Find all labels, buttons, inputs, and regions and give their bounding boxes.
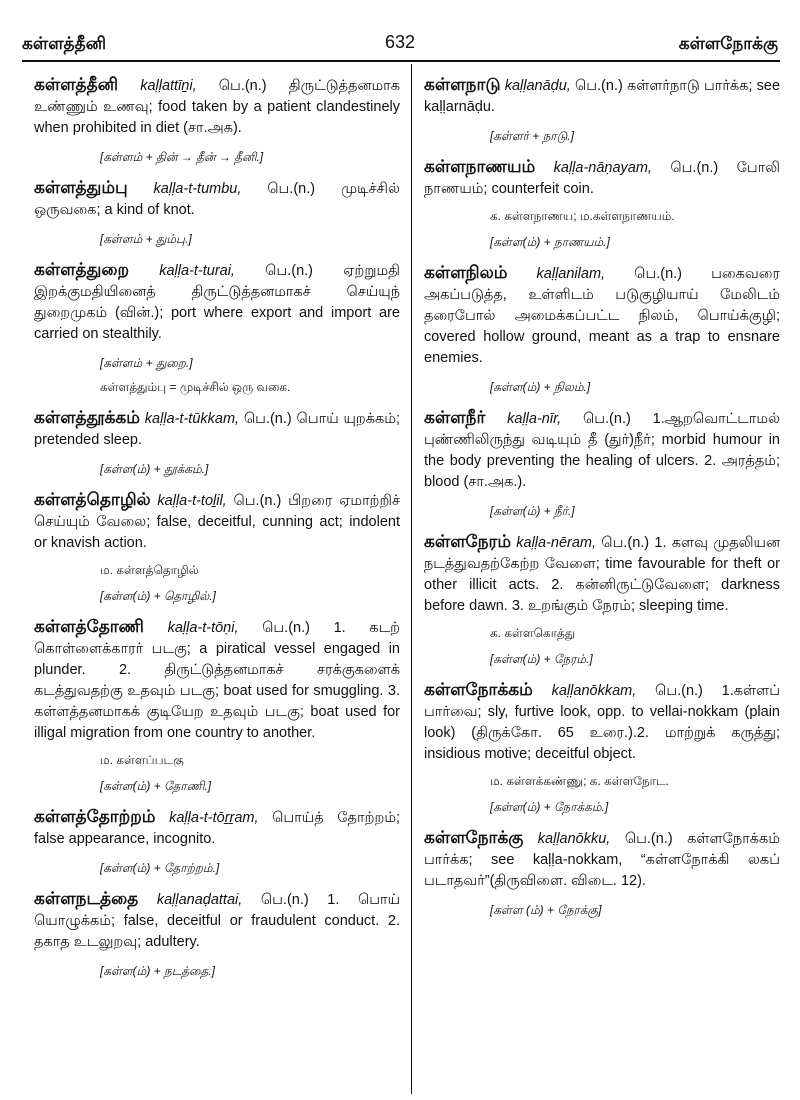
entry-grammar: பெ.(n.) [670, 160, 719, 176]
entry-definition: கள்ளநோக்கம் பார்க்க; see kaḷḷa-nokkam, “கள்ளநோக்கி லகப் படாதவர்”(திருவிளை. விடை. 12). [424, 831, 780, 889]
page-number: 632 [384, 32, 416, 52]
entry-definition: ஏற்றுமதி இறக்குமதியினைத் திருட்டுத்தனமாகச் செய்யுந் துறைமுகம் (வின்.); port where export and import are carried on stealthily. [34, 263, 401, 342]
entry-headword: கள்ளத்தோணி [34, 617, 144, 636]
entry-etymology: [கள்ள(ம்) + தோற்றம்.] [100, 861, 220, 875]
entry-cognates: ம. கள்ளக்கண்ணு; க. கள்ளநோட. [490, 774, 669, 788]
dictionary-entry [34, 888, 400, 979]
entry-headword: கள்ளநீர் [424, 408, 486, 427]
entry-definition: பொய்த் தோற்றம்; false appearance, incognito. [34, 810, 401, 847]
dictionary-entry [424, 262, 780, 395]
entry-body [34, 616, 400, 744]
entry-body [34, 888, 400, 953]
entry-etymology: [கள்ள(ம்) + நடத்தை.] [100, 964, 215, 978]
entry-grammar: பெ.(n.) [218, 78, 267, 94]
entry-body [424, 407, 780, 493]
entry-transliteration: kaḷḷa-nēram, [516, 535, 597, 551]
dictionary-entry [34, 74, 400, 165]
entry-transliteration: kaḷḷanaḍattai, [156, 892, 243, 908]
entry-headword: கள்ளத்தூக்கம் [34, 408, 140, 427]
entry-cognates: க. கள்ளநாணய; ம.கள்ளநாணயம். [490, 209, 675, 223]
column-divider [411, 64, 412, 1094]
entry-body [424, 531, 780, 617]
entry-body [34, 177, 400, 221]
entry-transliteration: kaḷḷa-nīr, [507, 411, 562, 427]
entry-transliteration: kaḷḷattīṉi, [140, 78, 197, 94]
dictionary-entry [34, 489, 400, 604]
header-left-guideword: கள்ளத்தீனி [22, 34, 107, 53]
entry-definition: போலி நாணயம்; counterfeit coin. [424, 160, 781, 197]
entry-body [424, 827, 780, 892]
entry-transliteration: kaḷḷa-t-tumbu, [153, 181, 242, 197]
entry-definition: 1. கடற் கொள்ளைக்காரர் படகு; a piratical vessel engaged in plunder. 2. திருட்டுத்தனமாகச் சரக்குகளைக் கடத்துவதற்கு உதவும் படகு; boat used for smuggling. 3. கள்ளத்தனமாகக் குடியேற உதவும் படகு; boat used for illigal migration from one country to another. [34, 620, 400, 741]
entry-etymology: [கள்ள(ம்) + தோணி.] [100, 779, 212, 793]
entry-cognates: ம. கள்ளத்தொழில் [100, 563, 199, 577]
dictionary-entry [34, 806, 400, 876]
entry-definition: திருட்டுத்தனமாக உண்ணும் உணவு; food taken by a patient clandestinely when prohibited in diet (சா.அக). [34, 78, 401, 136]
entry-headword: கள்ளத்துறை [34, 260, 130, 279]
dictionary-entry [34, 407, 400, 477]
entry-transliteration: kaḷḷa-t-turai, [159, 263, 235, 279]
entry-definition: கள்ளர்நாடு பார்க்க; see kaḷḷarnāḍu. [424, 78, 781, 115]
entry-etymology: [கள்ளம் + தின் → தீன் → தீனி.] [100, 150, 264, 164]
entry-body [424, 74, 780, 118]
entry-grammar: பெ.(n.) [260, 892, 309, 908]
dictionary-entry [424, 156, 780, 250]
header-right-guideword: கள்ளநோக்கு [678, 34, 778, 53]
entry-etymology: [கள்ள (ம்) + நோக்கு] [490, 903, 602, 917]
entry-etymology: [கள்ள(ம்) + நீர்.] [490, 504, 575, 518]
entry-transliteration: kaḷḷanilam, [536, 266, 606, 282]
entry-definition: 1. களவு முதலியன நடத்துவதற்கேற்ற வேளை; time favourable for theft or other illicit acts. 2. கன்னிருட்டுவேளை; darkness before dawn. 3. உறங்கும் நேரம்; sleeping time. [424, 535, 781, 614]
entry-note: கள்ளத்தும்பு = முடிச்சில் ஒரு வகை. [100, 380, 291, 394]
entry-transliteration: kaḷḷa-t-tūkkam, [144, 411, 240, 427]
dictionary-entry [424, 407, 780, 519]
entry-body [424, 679, 780, 765]
entry-cognates: ம. கள்ளப்படகு [100, 753, 184, 767]
entry-grammar: பெ.(n.) [262, 620, 310, 636]
entry-definition: பிறரை ஏமாற்றிச் செய்யும் வேலை; false, deceitful, cunning act; indolent or knavish action. [34, 493, 401, 551]
entry-grammar: பெ.(n.) [634, 266, 683, 282]
entry-headword: கள்ளநிலம் [424, 263, 508, 282]
entry-headword: கள்ளத்தும்பு [34, 178, 128, 197]
entry-grammar: பெ.(n.) [233, 493, 282, 509]
dictionary-entry [424, 679, 780, 815]
dictionary-entry [34, 259, 400, 395]
entry-headword: கள்ளநேரம் [424, 532, 511, 551]
entry-definition: பொய் யுறக்கம்; pretended sleep. [34, 411, 400, 448]
page-header [0, 0, 800, 64]
entry-headword: கள்ளநோக்கு [424, 828, 524, 847]
entry-headword: கள்ளத்தொழில் [34, 490, 151, 509]
entry-definition: முடிச்சில் ஒருவகை; a kind of knot. [34, 181, 400, 218]
entry-grammar: பெ.(n.) [243, 411, 292, 427]
entry-grammar: பெ.(n.) [265, 263, 314, 279]
entry-transliteration: kaḷḷa-nāṇayam, [553, 160, 652, 176]
entry-grammar: பெ.(n.) [655, 683, 703, 699]
dictionary-entry [424, 74, 780, 144]
left-column [34, 74, 400, 991]
entry-body [34, 407, 400, 451]
entry-headword: கள்ளநாடு [424, 75, 501, 94]
entry-headword: கள்ளநோக்கம் [424, 680, 533, 699]
right-column [424, 74, 780, 930]
entry-transliteration: kaḷḷa-t-toḻil, [157, 493, 227, 509]
dictionary-entry [34, 177, 400, 247]
entry-grammar: பெ.(n.) [574, 78, 623, 94]
entry-etymology: [கள்ளர் + நாடு.] [490, 129, 574, 143]
entry-transliteration: kaḷḷanōkku, [537, 831, 611, 847]
dictionary-entry [424, 827, 780, 918]
entry-body [424, 156, 780, 200]
entry-transliteration: kaḷḷanāḍu, [504, 78, 571, 94]
entry-headword: கள்ளத்தீனி [34, 75, 119, 94]
entry-body [34, 259, 400, 345]
entry-transliteration: kaḷḷanōkkam, [551, 683, 637, 699]
entry-etymology: [கள்ளம் + தும்பு.] [100, 232, 192, 246]
entry-cognates: க. கள்ளகொத்து [490, 626, 576, 640]
entry-grammar: பெ.(n.) [601, 535, 650, 551]
entry-headword: கள்ளத்தோற்றம் [34, 807, 156, 826]
entry-etymology: [கள்ளம் + துறை.] [100, 356, 193, 370]
entry-body [424, 262, 780, 369]
entry-grammar: பெ.(n.) [267, 181, 316, 197]
entry-etymology: [கள்ள(ம்) + தூக்கம்.] [100, 462, 209, 476]
entry-transliteration: kaḷḷa-t-tōṟṟam, [169, 810, 259, 826]
dictionary-entry [34, 616, 400, 794]
entry-etymology: [கள்ள(ம்) + தொழில்.] [100, 589, 216, 603]
entry-etymology: [கள்ள(ம்) + நேரம்.] [490, 652, 593, 666]
entry-definition: 1.கள்ளப் பார்வை; sly, furtive look, opp. to vellai-nokkam (plain look) (திருக்கோ. 65 உரை.).2. மாற்றுக் கருத்து; insidious motive; deceitful object. [424, 683, 780, 762]
entry-definition: 1. பொய் யொழுக்கம்; false, deceitful or fraudulent conduct. 2. தகாத உடலுறவு; adultery. [34, 892, 401, 950]
entry-body [34, 806, 400, 850]
dictionary-entry [424, 531, 780, 667]
entry-grammar: பெ.(n.) [582, 411, 631, 427]
entry-transliteration: kaḷḷa-t-tōṇi, [167, 620, 239, 636]
entry-headword: கள்ளநடத்தை [34, 889, 139, 908]
entry-body [34, 74, 400, 139]
entry-etymology: [கள்ள(ம்) + நிலம்.] [490, 380, 591, 394]
header-rule [22, 60, 780, 62]
entry-definition: பகைவரை அகப்படுத்த, உள்ளிடம் படுகுழியாய் மேலிடம் தரைபோல் அமைக்கப்பட்ட நிலம், பொய்க்குழி; covered hollow ground, meant as a trap to ensnare enemies. [424, 266, 780, 366]
entry-etymology: [கள்ள(ம்) + நோக்கம்.] [490, 800, 609, 814]
entry-grammar: பெ.(n.) [624, 831, 673, 847]
entry-body [34, 489, 400, 554]
entry-definition: 1.ஆறவொட்டாமல் புண்ணிலிருந்து வடியும் தீ (துர்)நீர்; morbid humour in the body preventing the healing of ulcers. 2. அரத்தம்; blood (சா.அக.). [424, 411, 781, 490]
entry-etymology: [கள்ள(ம்) + நாணயம்.] [490, 235, 610, 249]
entry-headword: கள்ளநாணயம் [424, 157, 536, 176]
